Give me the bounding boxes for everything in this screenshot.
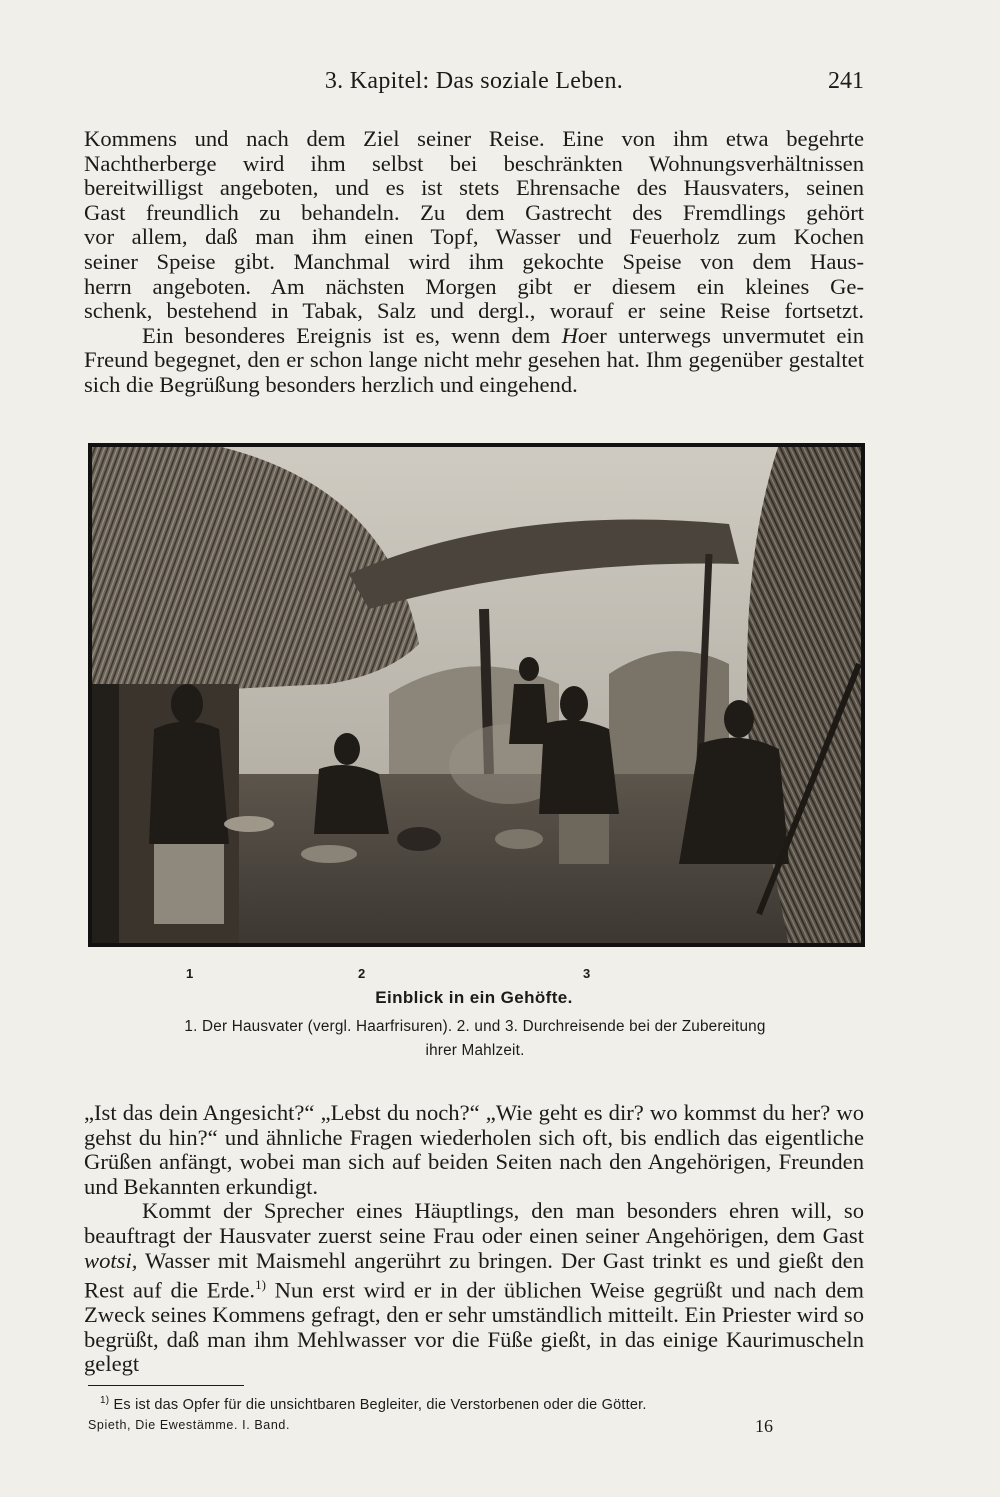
text-line: Nachtherberge wird ihm selbst bei beschränkten Wohnungsverhältnissen	[84, 150, 864, 176]
running-head	[84, 68, 864, 102]
caption-line-2: ihrer Mahlzeit.	[425, 1042, 525, 1059]
paragraph-4	[84, 1199, 864, 1377]
sheet-number: 16	[755, 1416, 773, 1436]
figure-marker-1: 1	[186, 966, 194, 981]
paragraph-4-middle: Wasser mit Maismehl angerührt zu bringen. Der Gast trinkt es und gießt den Rest auf die Erde.	[84, 1247, 864, 1303]
body-lower	[84, 1101, 864, 1377]
footnote	[100, 1395, 870, 1413]
caption-line-1: 1. Der Hausvater (vergl. Haarfrisuren). 2. und 3. Durchreisende bei der Zubereitung	[184, 1018, 766, 1035]
chapter-title: 3. Kapitel: Das soziale Leben.	[324, 68, 624, 94]
text-line: herrn angeboten. Am nächsten Morgen gibt er diesem ein kleines Ge-	[84, 273, 864, 299]
page-number: 241	[828, 68, 864, 94]
paragraph-2-rest: er unterwegs unvermutet ein Freund begegnet, den er schon lange nicht mehr gesehen hat. Ihm gegenüber gestaltet sich die Begrüßung besonders herzlich und eingehend.	[84, 322, 864, 397]
printer-signature: Spieth, Die Ewestämme. I. Band.	[88, 1418, 291, 1432]
text-line: seiner Speise gibt. Manchmal wird ihm gekochte Speise von dem Haus-	[84, 248, 864, 274]
paragraph-2-start: Ein besonderes Ereignis ist es, wenn dem	[142, 322, 562, 348]
footnote-divider	[88, 1385, 244, 1386]
figure-caption	[100, 1015, 850, 1063]
text-line: Kommens und nach dem Ziel seiner Reise. Eine von ihm etwa begehrte	[84, 126, 864, 151]
text-line: bereitwilligst angeboten, und es ist stets Ehrensache des Hausvaters, seinen	[84, 175, 864, 201]
figure-photograph	[88, 443, 865, 947]
footnote-reference: 1)	[255, 1277, 266, 1293]
paragraph-2-italic: Ho	[561, 322, 590, 348]
text-line: schenk, bestehend in Tabak, Salz und dergl., worauf er seine Reise fortsetzt.	[84, 298, 864, 324]
paragraph-4-italic: wotsi,	[84, 1247, 138, 1273]
text-line: Gast freundlich zu behandeln. Zu dem Gastrecht des Fremdlings gehört	[84, 199, 864, 225]
paragraph-1	[84, 127, 864, 398]
footnote-marker: 1)	[100, 1395, 110, 1406]
paragraph-4-end: Nun erst wird er in der üblichen Weise gegrüßt und nach dem Zweck seines Kommens gefragt, den er sehr umständlich mitteilt. Ein Priester wird so begrüßt, daß man ihm Mehlwasser vor die Füße gießt, in das einige Kaurimuscheln gelegt	[84, 1277, 864, 1377]
paragraph-3: „Ist das dein Angesicht?“ „Lebst du noch?“ „Wie geht es dir? wo kommst du her? wo gehst du hin?“ und ähnliche Fragen wiederholen sich oft, bis endlich das eigentliche Grüßen anfängt, wobei man sich auf beiden Seiten nach den Angehörigen, Freunden und Bekannten erkundigt.	[84, 1100, 864, 1199]
photo-illustration	[89, 444, 864, 946]
figure-marker-3: 3	[583, 966, 591, 981]
paragraph-4-start: Kommt der Sprecher eines Häuptlings, den man besonders ehren will, so beauftragt der Hausvater zuerst seine Frau oder einen seiner Angehörigen, dem Gast	[84, 1198, 864, 1248]
figure-marker-2: 2	[358, 966, 366, 981]
paragraph-2	[84, 324, 864, 398]
figure-markers	[0, 966, 1000, 986]
figure-title: Einblick in ein Gehöfte.	[375, 988, 573, 1007]
text-line: vor allem, daß man ihm einen Topf, Wasser und Feuerholz zum Kochen	[84, 224, 864, 250]
footnote-text: Es ist das Opfer für die unsichtbaren Begleiter, die Verstorbenen oder die Götter.	[109, 1396, 647, 1413]
